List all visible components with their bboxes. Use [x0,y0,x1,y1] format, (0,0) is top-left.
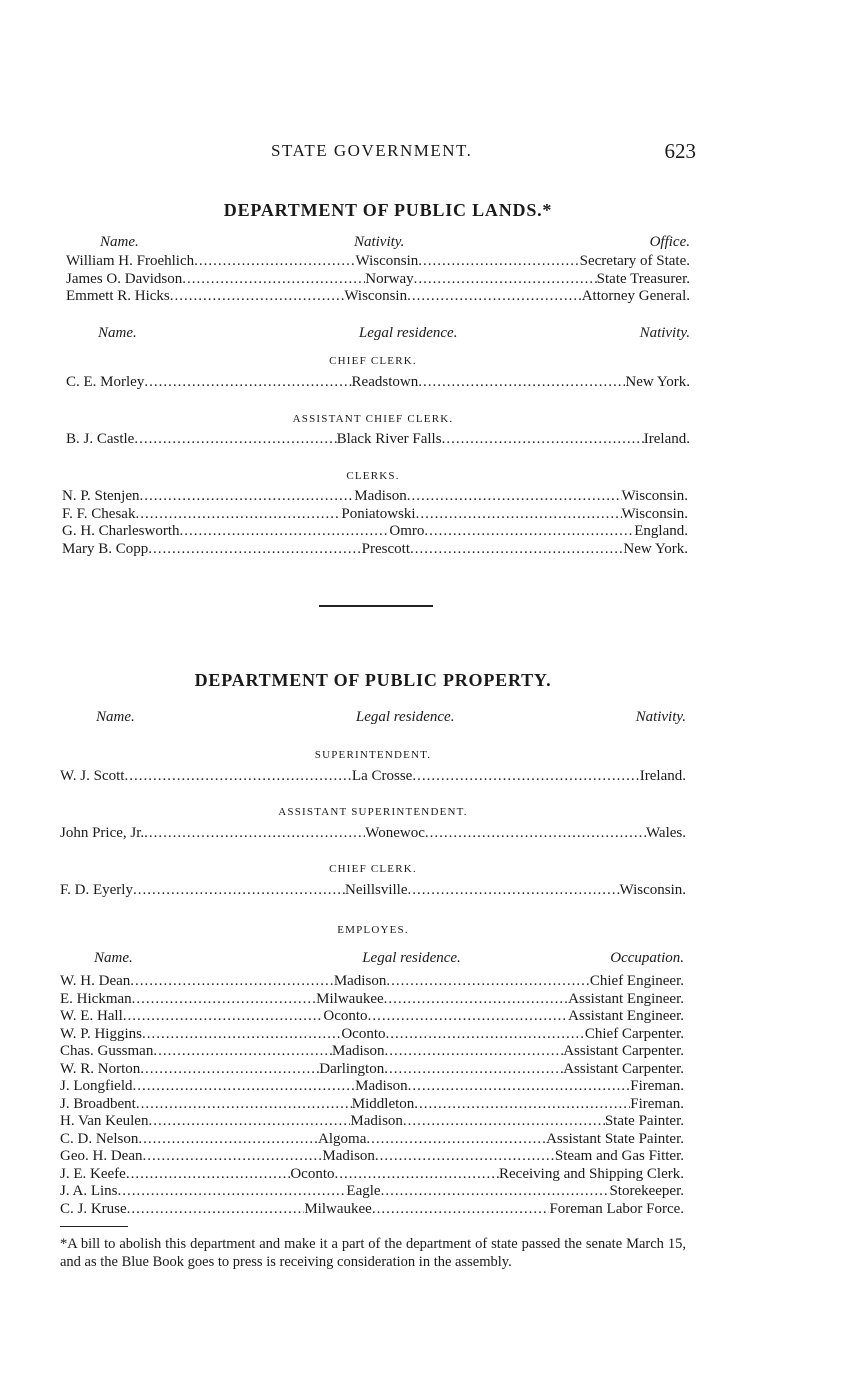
person-name: B. J. Castle [66,431,135,447]
table-row [60,1183,684,1201]
table-row [60,1078,684,1096]
officer-office: State Treasurer. [596,270,690,287]
person-residence: Poniatowski [341,505,416,522]
officer-name: William H. Froehlich [66,253,195,269]
person-name: N. P. Stenjen [62,488,140,504]
person-name: H. Van Keulen [60,1113,149,1129]
person-occupation: Foreman Labor Force. [549,1200,685,1217]
col-nativity: Nativity. [353,234,405,250]
col-residence: Legal residence. [355,709,455,725]
person-nativity: Wales. [645,825,686,841]
person-residence: Middleton [351,1095,415,1112]
officer-name: Emmett R. Hicks [66,288,170,304]
person-residence: Wonewoc [365,825,425,841]
table-row [60,768,686,786]
col-occupation: Occupation. [610,950,684,966]
person-name: E. Hickman [60,990,132,1007]
table-row [60,1131,684,1149]
person-residence: Algoma [318,1130,367,1147]
person-name: C. J. Kruse [60,1200,127,1217]
person-residence: Omro [389,523,425,539]
section-label: ASSISTANT CHIEF CLERK. [292,413,454,425]
officer-nativity: Wisconsin [355,253,419,269]
person-name: F. D. Eyerly [60,882,133,898]
person-residence: Prescott [361,540,410,557]
person-occupation: Assistant State Painter. [546,1130,684,1147]
table-row [62,541,688,559]
lands-clerks [62,488,688,558]
person-residence: Oconto [290,1165,335,1182]
officer-nativity: Wisconsin [344,288,408,304]
table-row [60,1166,684,1184]
table-row [60,1113,684,1131]
col-name: Name. [100,234,139,250]
person-occupation: Storekeeper. [609,1183,685,1199]
person-nativity: Ireland. [639,768,686,784]
page-number: 623 [664,139,696,163]
officer-row [66,271,690,289]
officer-office: Attorney General. [581,288,690,304]
lands-chief-clerk [66,374,690,392]
table-row [66,374,690,392]
section-divider [319,605,433,607]
person-name: W. E. Hall [60,1008,123,1024]
table-row [60,991,684,1009]
person-residence: Madison [350,1113,403,1129]
person-name: W. R. Norton [60,1060,141,1077]
col-name: Name. [94,950,133,966]
col-residence: Legal residence. [358,325,458,341]
person-name: C. E. Morley [66,374,145,390]
person-name: Chas. Gussman [60,1043,154,1059]
person-name: John Price, Jr. [60,825,145,841]
lands-staff-header [98,325,690,342]
lands-officers-header [100,234,690,251]
table-row [60,1096,684,1114]
property-title: DEPARTMENT OF PUBLIC PROPERTY. [194,670,552,690]
person-nativity: New York. [625,374,690,390]
officer-name: James O. Davidson [66,270,183,287]
section-label: CHIEF CLERK. [329,863,417,875]
person-residence: Milwaukee [304,1200,372,1217]
person-residence: Readstown [351,374,419,390]
officer-nativity: Norway [365,270,414,287]
person-name: C. D. Nelson [60,1130,139,1147]
col-nativity: Nativity. [639,325,690,341]
person-nativity: England. [634,523,689,539]
employes-header [94,950,684,967]
person-occupation: Fireman. [630,1095,685,1112]
lands-title: DEPARTMENT OF PUBLIC LANDS.* [223,200,553,220]
person-residence: Madison [322,1148,375,1164]
person-residence: Milwaukee [316,990,384,1007]
person-residence: Neillsville [345,882,408,898]
person-occupation: Assistant Engineer. [568,1008,684,1024]
section-label: ASSISTANT SUPERINTENDENT. [278,806,468,818]
table-row [62,523,688,541]
table-row [60,1026,684,1044]
section-label: CLERKS. [346,470,400,482]
running-title: STATE GOVERNMENT. [271,141,473,160]
person-residence: Oconto [341,1025,386,1042]
person-occupation: Assistant Engineer. [568,990,684,1007]
table-row [60,882,686,900]
employes-list [60,973,684,1218]
table-row [66,431,690,449]
person-occupation: Assistant Carpenter. [563,1060,685,1077]
property-header [96,709,686,726]
col-residence: Legal residence. [362,950,461,966]
person-occupation: Chief Carpenter. [584,1025,684,1042]
person-name: J. Broadbent [60,1095,136,1112]
footnote: *A bill to abolish this department and make it a part of the department of state passed the senate March 15, and as the Blue Book goes to press is receiving consideration in the assembly. [60,1236,686,1270]
person-nativity: New York. [623,540,689,557]
person-name: Mary B. Copp [62,540,149,557]
col-office: Office. [649,234,690,250]
col-name: Name. [98,325,137,341]
person-name: W. P. Higgins [60,1025,142,1042]
person-nativity: Wisconsin. [621,505,688,522]
table-row [62,506,688,524]
person-residence: Madison [333,973,387,989]
table-row [60,1148,684,1166]
person-name: G. H. Charlesworth [62,523,180,539]
person-residence: Oconto [323,1008,368,1024]
table-row [60,1008,684,1026]
table-row [62,488,688,506]
person-residence: Madison [355,1078,408,1094]
person-occupation: Chief Engineer. [589,973,684,989]
person-residence: Madison [354,488,407,504]
table-row [60,1043,684,1061]
person-name: J. A. Lins [60,1183,118,1199]
footnote-rule [60,1226,128,1227]
person-name: W. H. Dean [60,973,131,989]
table-row [60,1201,684,1219]
person-occupation: Assistant Carpenter. [563,1043,685,1059]
running-head [60,139,696,167]
col-nativity: Nativity. [635,709,686,725]
person-nativity: Wisconsin. [619,882,687,898]
officer-row [66,253,690,271]
officer-office: Secretary of State. [579,253,691,269]
officer-row [66,288,690,306]
person-residence: Madison [332,1043,385,1059]
person-occupation: Steam and Gas Fitter. [554,1148,685,1164]
property-chief-clerk [60,882,686,900]
person-residence: Darlington [319,1060,385,1077]
person-name: W. J. Scott [60,768,125,784]
person-name: F. F. Chesak [62,505,136,522]
person-residence: La Crosse [351,768,413,784]
person-name: J. E. Keefe [60,1165,126,1182]
person-residence: Eagle [346,1183,381,1199]
section-label: EMPLOYES. [337,924,409,936]
lands-officers [66,253,690,306]
person-occupation: Fireman. [630,1078,684,1094]
person-occupation: State Painter. [604,1113,684,1129]
person-occupation: Receiving and Shipping Clerk. [499,1165,684,1182]
person-nativity: Wisconsin. [621,488,688,504]
person-name: J. Longfield [60,1078,133,1094]
table-row [60,1061,684,1079]
person-residence: Black River Falls [336,431,442,447]
property-superintendent [60,768,686,786]
table-row [60,973,684,991]
lands-asst-chief-clerk [66,431,690,449]
person-nativity: Ireland. [643,431,691,447]
section-label: SUPERINTENDENT. [314,749,432,761]
col-name: Name. [96,709,135,725]
property-asst-superintendent [60,825,686,843]
table-row [60,825,686,843]
section-label: CHIEF CLERK. [329,355,417,367]
person-name: Geo. H. Dean [60,1148,143,1164]
